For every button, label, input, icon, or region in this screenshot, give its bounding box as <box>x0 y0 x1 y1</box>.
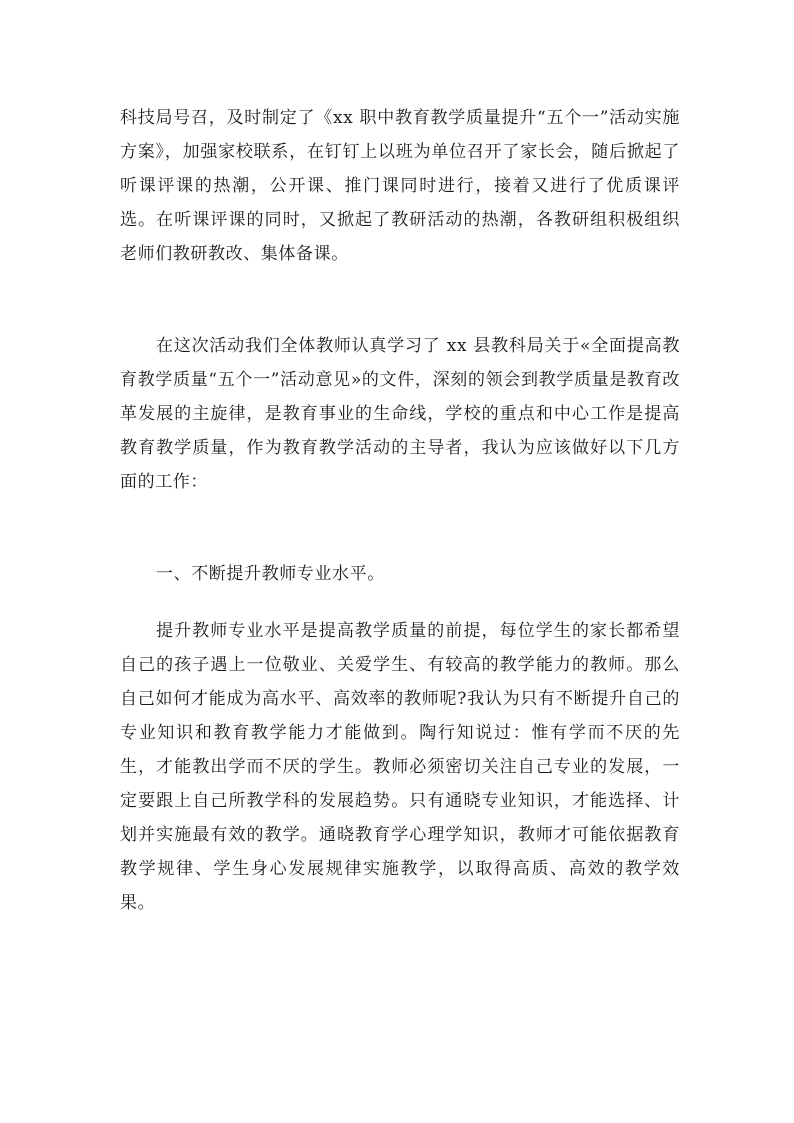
paragraph-activity-study: 在这次活动我们全体教师认真学习了 xx 县教科局关于«全面提高教育教学质量“五个一”活动意见»的文件，深刻的领会到教学质量是教育改革发展的主旋律，是教育事业的生命线，学校的重点和中心工作是提高教育教学质量，作为教育教学活动的主导者，我认为应该做好以下几方面的工作： <box>120 336 680 492</box>
paragraph-continuation: 科技局号召，及时制定了《xx 职中教育教学质量提升“五个一”活动实施方案》，加强家校联系，在钉钉上以班为单位召开了家长会，随后掀起了听课评课的热潮，公开课、推门课同时进行，接着又进行了优质课评选。在听课评课的同时，又掀起了教研活动的热潮，各教研组积极组织老师们教研教改、集体备课。 <box>120 108 680 264</box>
paragraph-teacher-professional-level: 提升教师专业水平是提高教学质量的前提，每位学生的家长都希望自己的孩子遇上一位敬业、关爱学生、有较高的教学能力的教师。那么自己如何才能成为高水平、高效率的教师呢?我认为只有不断提升自己的专业知识和教育教学能力才能做到。陶行知说过：惟有学而不厌的先生，才能教出学而不厌的学生。教师必须密切关注自己专业的发展，一定要跟上自己所教学科的发展趋势。只有通晓专业知识，才能选择、计划并实施最有效的教学。通晓教育学心理学知识，教师才可能依据教育教学规律、学生身心发展规律实施教学，以取得高质、高效的教学效果。 <box>120 621 680 913</box>
section-heading-one: 一、不断提升教师专业水平。 <box>156 564 385 584</box>
